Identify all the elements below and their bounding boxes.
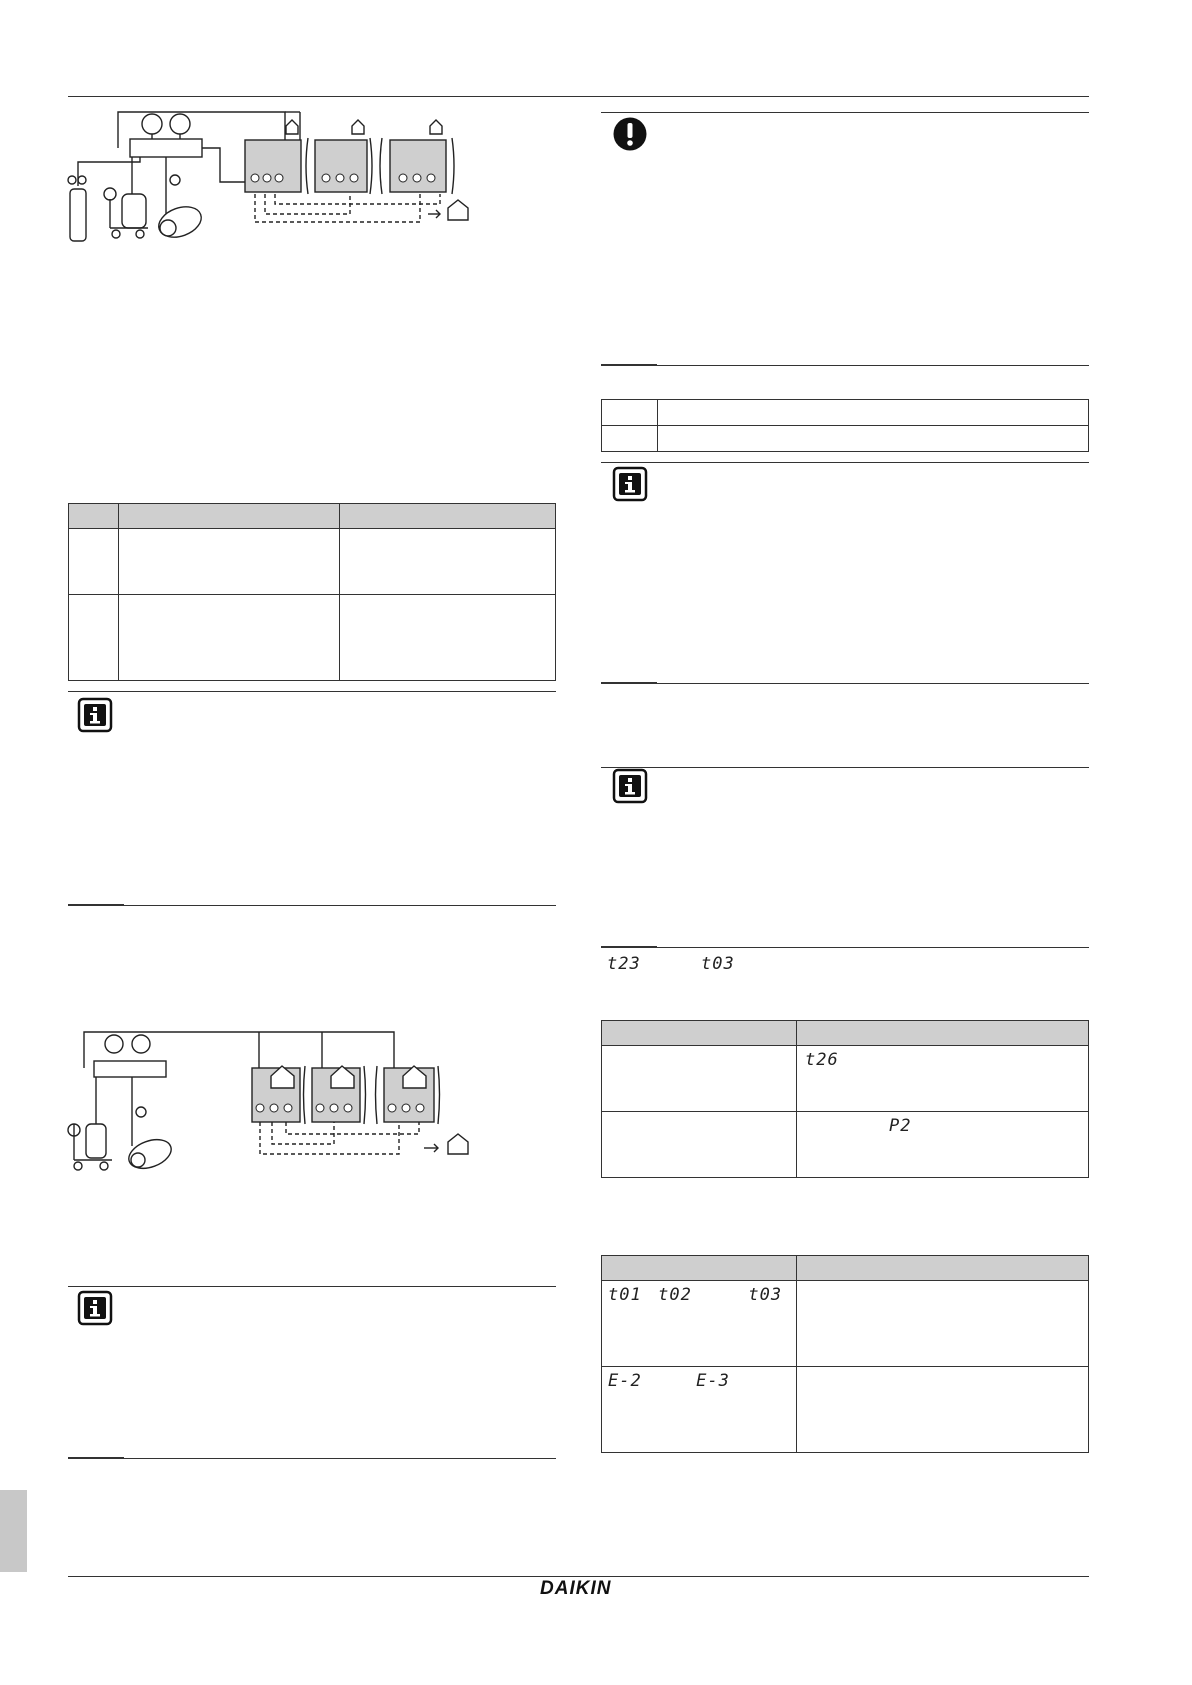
display-code: t26	[805, 1050, 839, 1070]
info-box-bottom-rule	[68, 1458, 556, 1459]
refrigerant-charging-diagram-1	[60, 104, 520, 254]
info-box-bottom-rule-accent	[68, 1457, 124, 1459]
display-code: P2	[889, 1116, 912, 1136]
left-table	[68, 503, 556, 681]
table-header-cell	[602, 1256, 797, 1281]
info-icon	[612, 768, 648, 804]
table-header-cell	[340, 504, 556, 529]
info-box-top-rule	[68, 1286, 556, 1287]
info-icon	[77, 697, 113, 733]
info-box-top-rule	[601, 767, 1089, 768]
table-row	[602, 1281, 1089, 1367]
right-table-2	[601, 1020, 1089, 1178]
header-rule	[68, 96, 1089, 97]
display-code: t02	[658, 1285, 692, 1305]
display-code: E-2	[608, 1371, 642, 1391]
table-header-cell	[69, 504, 119, 529]
warning-box-bottom-rule-accent	[601, 364, 657, 366]
info-box-bottom-rule	[601, 683, 1089, 684]
info-box-top-rule	[601, 462, 1089, 463]
right-small-table	[601, 399, 1089, 452]
refrigerant-charging-diagram-2	[64, 1024, 484, 1174]
table-row	[602, 400, 1089, 426]
side-tab	[0, 1490, 27, 1572]
table-row	[602, 1046, 1089, 1112]
display-code: t03	[701, 954, 735, 974]
table-row	[69, 529, 556, 595]
info-box-top-rule	[68, 691, 556, 692]
table-row	[602, 426, 1089, 452]
info-box-bottom-rule	[601, 947, 1089, 948]
table-header-cell	[797, 1256, 1089, 1281]
right-table-3	[601, 1255, 1089, 1453]
warning-box-bottom-rule	[601, 365, 1089, 366]
table-row	[69, 595, 556, 681]
info-box-bottom-rule-accent	[68, 904, 124, 906]
table-header-cell	[602, 1021, 797, 1046]
display-code: t01	[608, 1285, 642, 1305]
info-box-bottom-rule-accent	[601, 682, 657, 684]
footer-rule	[68, 1576, 1089, 1577]
display-code: E-3	[696, 1371, 730, 1391]
display-code: t03	[748, 1285, 783, 1305]
info-box-bottom-rule-accent	[601, 946, 657, 948]
display-code: t23	[607, 954, 641, 974]
daikin-logo: DAIKIN	[540, 1578, 612, 1599]
warning-box-top-rule	[601, 112, 1089, 113]
warning-icon	[612, 116, 648, 152]
info-box-bottom-rule	[68, 905, 556, 906]
table-header-cell	[797, 1021, 1089, 1046]
table-header-cell	[119, 504, 340, 529]
table-row	[602, 1367, 1089, 1453]
table-row	[602, 1112, 1089, 1178]
info-icon	[612, 466, 648, 502]
info-icon	[77, 1290, 113, 1326]
